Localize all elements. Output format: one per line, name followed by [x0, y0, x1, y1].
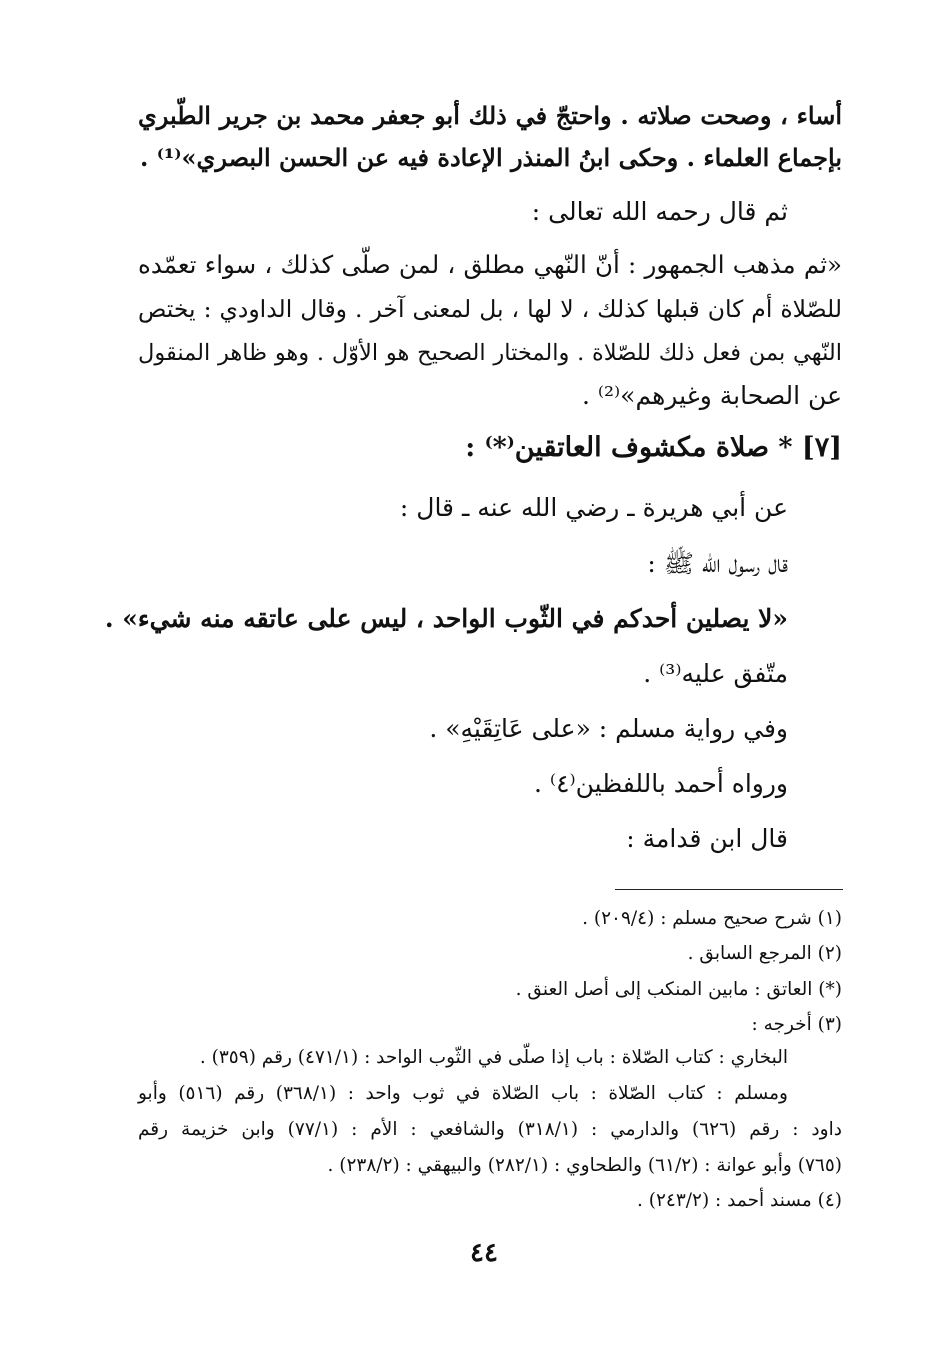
footnote-line: (٧٦٥) وأبو عوانة : (٦١/٢) والطحاوي : (٢٨٢/١) والبيهقي : (٢٣٨/٢) . — [327, 1155, 842, 1176]
footnote: (*) العاتق : مابين المنكب إلى أصل العنق . — [515, 979, 842, 1000]
body-line: وفي رواية مسلم : «على عَاتِقَيْهِ» . — [429, 714, 788, 743]
body-line: أساء ، وصحت صلاته . واحتجّ في ذلك أبو جعفر محمد بن جرير الطّبري — [138, 101, 842, 130]
footnote-line: داود : رقم (٦٢٦) والدارمي : (٣١٨/١) والشافعي : الأم : (٧٧/١) وابن خزيمة رقم — [138, 1119, 842, 1140]
hadith-text: «لا يصلين أحدكم في الثّوب الواحد ، ليس على عاتقه منه شيء» . — [104, 604, 788, 633]
section-heading: [٧] * صلاة مكشوف العاتقين⁽*⁾ : — [465, 432, 842, 463]
footnote-line: البخاري : كتاب الصّلاة : باب إذا صلّى في الثّوب الواحد : (٤٧١/١) رقم (٣٥٩) . — [199, 1047, 788, 1068]
footnote: (٤) مسند أحمد : (٢٤٣/٢) . — [636, 1190, 842, 1211]
body-line: بإجماع العلماء . وحكى ابنُ المنذر الإعادة فيه عن الحسن البصري»⁽¹⁾ . — [140, 143, 842, 172]
page-number: ٤٤ — [470, 1238, 498, 1268]
body-line: متّفق عليه⁽³⁾ . — [643, 659, 788, 688]
footnote: (٣) أخرجه : — [751, 1014, 842, 1035]
body-line: ورواه أحمد باللفظين⁽٤⁾ . — [534, 769, 788, 798]
body-line: قال رسول الله ﷺ : — [647, 549, 788, 578]
body-line: للصّلاة أم كان قبلها كذلك ، لا لها ، بل لمعنى آخر . وقال الداودي : يختص — [138, 295, 842, 323]
footnote-line: ومسلم : كتاب الصّلاة : باب الصّلاة في ثوب واحد : (٣٦٨/١) رقم (٥١٦) وأبو — [138, 1083, 788, 1104]
body-line: النّهي بمن فعل ذلك للصّلاة . والمختار الصحيح هو الأوّل . وهو ظاهر المنقول — [138, 340, 842, 366]
footnote-separator — [615, 889, 843, 890]
footnote: (٢) المرجع السابق . — [687, 943, 842, 964]
body-line: عن أبي هريرة ـ رضي الله عنه ـ قال : — [399, 493, 788, 522]
body-line: قال ابن قدامة : — [626, 824, 788, 853]
footnote: (١) شرح صحيح مسلم : (٢٠٩/٤) . — [582, 908, 842, 929]
body-line: ثم قال رحمه الله تعالى : — [531, 197, 788, 226]
body-line: عن الصحابة وغيرهم»⁽²⁾ . — [581, 381, 842, 410]
body-line: «ثم مذهب الجمهور : أنّ النّهي مطلق ، لمن صلّى كذلك ، سواء تعمّده — [138, 250, 842, 279]
